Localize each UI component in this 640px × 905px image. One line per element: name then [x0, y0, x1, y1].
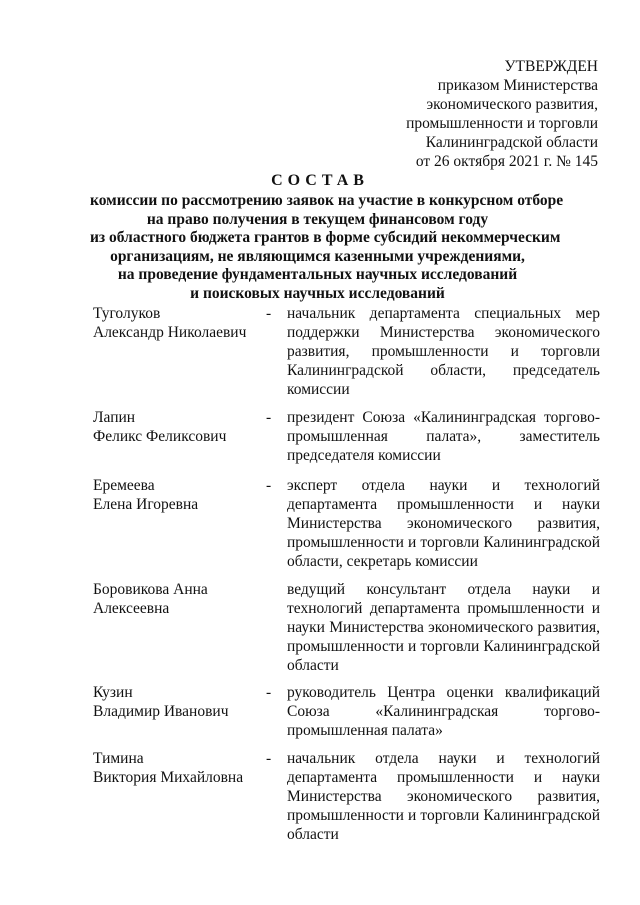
approval-line: приказом Министерства [437, 77, 598, 94]
member-given-names: Владимир Иванович [93, 703, 229, 720]
member-surname: Туголуков [93, 305, 161, 322]
member-dash: - [266, 750, 272, 767]
member-given-names: Виктория Михайловна [93, 769, 244, 786]
member-surname: Кузин [93, 684, 133, 701]
subtitle-line: на право получения в текущем финансовом году [146, 210, 489, 228]
member-name [93, 683, 268, 721]
approval-stamp [398, 57, 598, 171]
member-given-names: Феликс Феликсович [93, 428, 227, 445]
approval-title: УТВЕРЖДЕН [504, 58, 598, 75]
subtitle-line: на проведение фундаментальных научных исследований [117, 266, 518, 284]
member-dash: - [266, 684, 272, 701]
subtitle-line: из областного бюджета грантов в форме субсидий некоммерческим [90, 229, 561, 247]
member-role: начальник департамента специальных мер поддержки Министерства экономического развития, промышленности и торговли Калининградской области, председатель комиссии [287, 305, 600, 398]
member-name [93, 749, 268, 787]
subtitle-line: и поисковых научных исследований [190, 284, 445, 302]
member-dash: - [266, 409, 272, 426]
document-subtitle [90, 192, 564, 304]
member-dash: - [266, 477, 272, 494]
member-name [93, 580, 268, 618]
member-name [93, 408, 268, 446]
member-role: президент Союза «Калининградская торгово-промышленная палата», заместитель председателя комиссии [287, 409, 600, 464]
member-surname: Боровикова Анна [93, 581, 208, 598]
member-surname: Еремеева [93, 477, 155, 494]
subtitle-line: организациям, не являющимся казенными учреждениями, [110, 247, 525, 265]
member-surname: Тимина [93, 750, 144, 767]
member-name [93, 304, 268, 342]
member-given-names: Елена Игоревна [93, 496, 199, 513]
approval-line: экономического развития, [426, 96, 598, 113]
member-name [93, 476, 268, 514]
member-role: руководитель Центра оценки квалификаций Союза «Калининградская торгово-промышленная палата» [287, 684, 600, 739]
subtitle-line: комиссии по рассмотрению заявок на участие в конкурсном отборе [90, 192, 564, 209]
member-role: ведущий консультант отдела науки и технологий департамента промышленности и науки Министерства экономического развития, промышленности и торговли Калининградской области [287, 581, 600, 674]
member-given-names: Алексеевна [93, 600, 170, 617]
member-given-names: Александр Николаевич [93, 324, 247, 341]
approval-line: от 26 октября 2021 г. № 145 [415, 153, 598, 170]
member-role: эксперт отдела науки и технологий департамента промышленности и науки Министерства экономического развития, промышленности и торговли Калининградской области, секретарь комиссии [287, 477, 600, 570]
approval-line: Калининградской области [425, 134, 598, 151]
approval-line: промышленности и торговли [406, 115, 598, 132]
document-title: СОСТАВ [271, 172, 369, 189]
member-role: начальник отдела науки и технологий департамента промышленности и науки Министерства экономического развития, промышленности и торговли Калининградской области [287, 750, 600, 843]
member-surname: Лапин [93, 409, 136, 426]
member-dash: - [266, 305, 272, 322]
